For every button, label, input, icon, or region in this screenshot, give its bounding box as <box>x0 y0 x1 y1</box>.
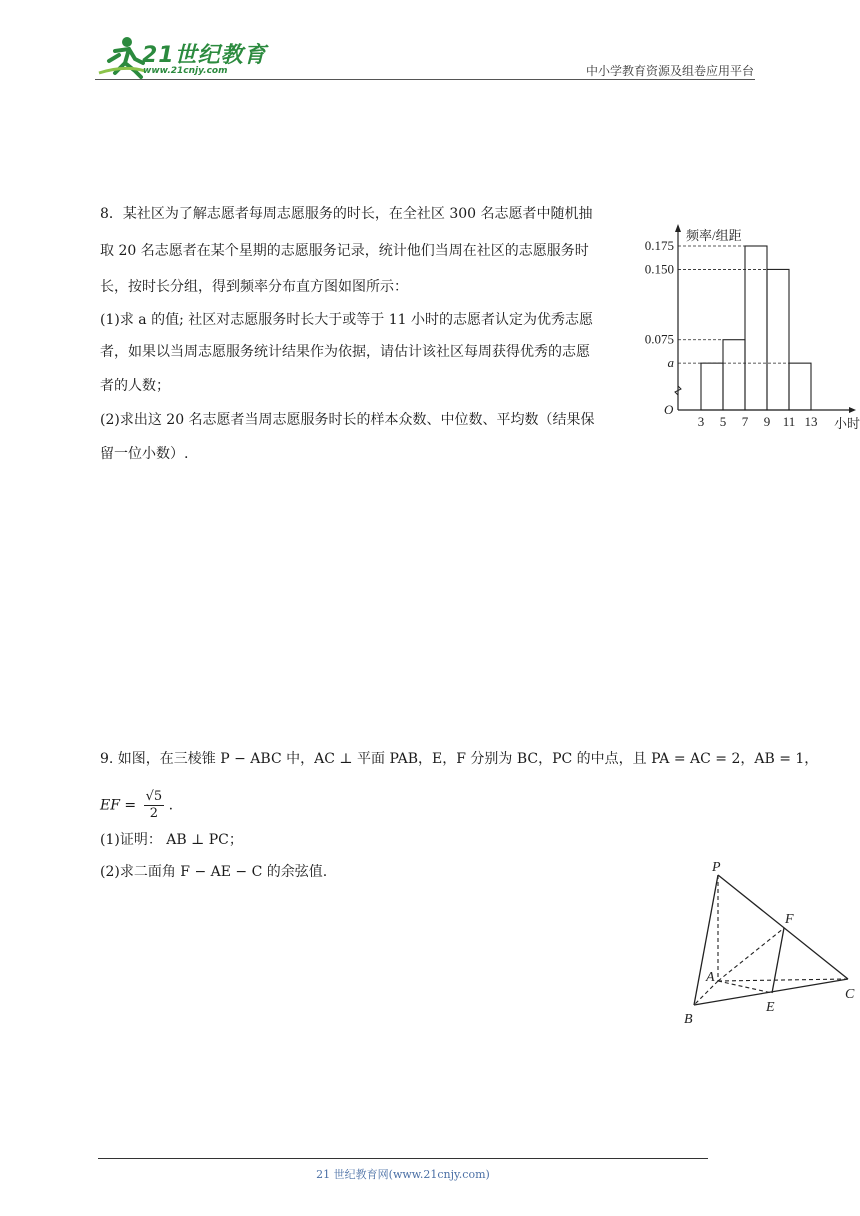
label-p: P <box>712 860 721 875</box>
label-b: B <box>684 1012 693 1027</box>
y-axis-arrow <box>675 224 681 232</box>
edge-fe <box>772 928 784 993</box>
tetrahedron-figure <box>680 855 860 1030</box>
q8-line-5: 者，如果以当周志愿服务统计结果作为依据，请估计该社区每周获得优秀的志愿 <box>100 344 590 360</box>
label-e: E <box>766 1000 775 1015</box>
q9-ef-prefix: EF = <box>100 797 137 814</box>
frequency-histogram <box>636 222 860 436</box>
histogram-bar <box>789 363 811 410</box>
q8-line-1: 8．某社区为了解志愿者每周志愿服务的时长，在全社区 300 名志愿者中随机抽 <box>100 206 593 222</box>
q8-line-3: 长，按时长分组，得到频率分布直方图如图所示： <box>100 279 408 295</box>
y-tick-label: 0.150 <box>644 261 674 277</box>
x-tick-label: 3 <box>697 414 705 429</box>
y-axis-label: 频率/组距 <box>686 228 742 243</box>
footer-site-link[interactable]: 21 世纪教育网(www.21cnjy.com) <box>316 1168 490 1181</box>
y-tick-label: a <box>667 355 674 371</box>
y-tick-label: 0.075 <box>644 331 674 347</box>
histogram-labels <box>645 228 860 431</box>
histogram-axes <box>675 224 856 413</box>
histogram-bar <box>745 246 767 410</box>
x-tick-label: 9 <box>763 414 771 429</box>
label-c: C <box>845 987 855 1002</box>
q8-line-6: 者的人数； <box>100 378 170 394</box>
x-axis-arrow <box>849 407 856 413</box>
q8-line-2: 取 20 名志愿者在某个星期的志愿服务记录，统计他们当周在社区的志愿服务时 <box>100 243 589 259</box>
q8-line-8: 留一位小数）. <box>100 446 189 462</box>
x-tick-label: 11 <box>782 414 796 429</box>
q9-part-2: (2)求二面角 F − AE − C 的余弦值. <box>100 864 328 880</box>
histogram-bar <box>701 363 723 410</box>
edge-af-hidden <box>718 928 784 981</box>
histogram-guide-lines <box>678 246 789 363</box>
origin-label: O <box>664 402 674 417</box>
q8-line-7: (2)求出这 20 名志愿者当周志愿服务时长的样本众数、中位数、平均数（结果保 <box>100 412 595 428</box>
x-axis-label: 小时 <box>834 416 860 431</box>
label-f: F <box>785 912 794 927</box>
q9-fraction-denominator: 2 <box>149 806 158 821</box>
header-divider <box>95 79 755 80</box>
footer-divider <box>98 1158 708 1159</box>
label-a: A <box>706 970 715 985</box>
edge-ac-hidden <box>718 979 848 981</box>
x-tick-label: 13 <box>804 414 818 429</box>
logo-url-text: www.21cnjy.com <box>143 66 228 76</box>
q9-ef-equation <box>100 789 173 822</box>
histogram-bars <box>701 246 811 410</box>
logo-brand-text: 21世纪教育 <box>142 43 267 68</box>
q9-part-1: (1)证明： AB ⊥ PC； <box>100 832 243 848</box>
histogram-bar <box>723 340 745 410</box>
x-tick-label: 7 <box>741 414 749 429</box>
q9-fraction-numerator: √5 <box>145 789 163 804</box>
x-tick-label: 5 <box>719 414 727 429</box>
q9-line-1: 9. 如图，在三棱锥 P − ABC 中，AC ⊥ 平面 PAB，E，F 分别为 BC，PC 的中点，且 PA = AC = 2，AB = 1， <box>100 751 819 767</box>
edge-ae-hidden <box>718 981 772 993</box>
edge-pb <box>694 875 718 1005</box>
q9-fraction <box>144 789 165 822</box>
q9-ef-suffix: . <box>168 797 174 814</box>
q8-line-4: (1)求 a 的值; 社区对志愿服务时长大于或等于 11 小时的志愿者认定为优秀志愿 <box>100 312 593 328</box>
edge-pc <box>718 875 848 979</box>
header-platform-title: 中小学教育资源及组卷应用平台 <box>585 64 754 78</box>
histogram-bar <box>767 269 789 410</box>
y-tick-label: 0.175 <box>644 238 674 253</box>
